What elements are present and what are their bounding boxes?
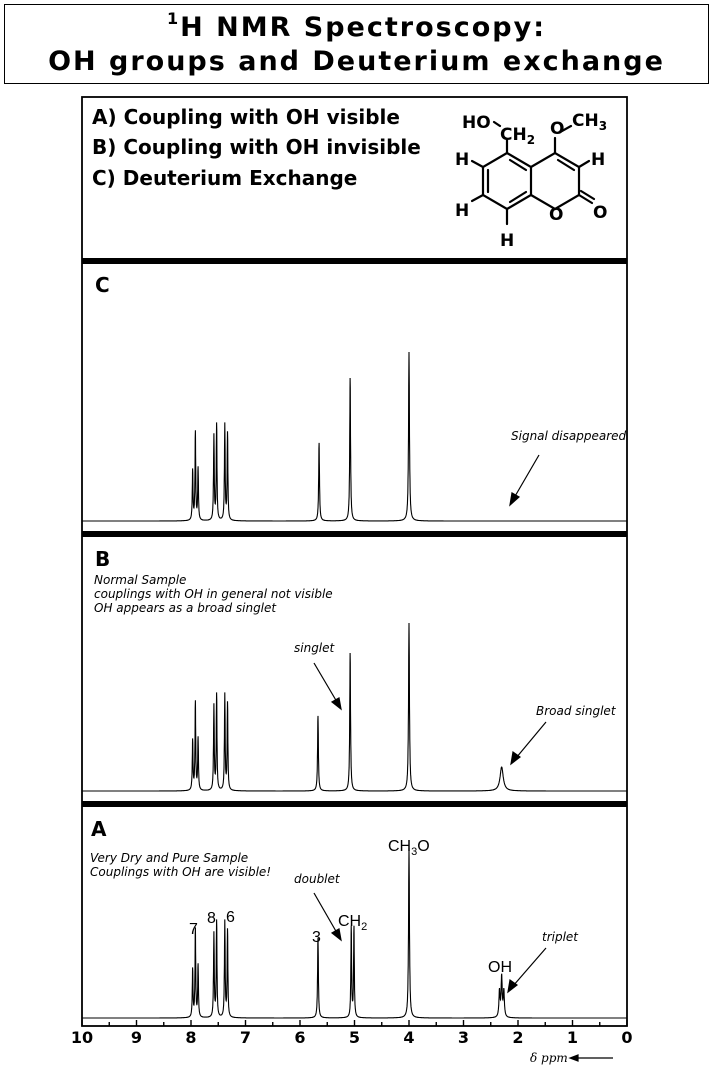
panel-c-annotation: Signal disappeared	[511, 429, 627, 443]
arrow-b-singlet	[314, 663, 341, 709]
label-h-right: H	[591, 150, 606, 170]
arrow-b-broad	[511, 722, 546, 764]
peak-label-ch2-ch: CH	[338, 913, 362, 930]
label-ch3	[572, 111, 607, 133]
peak-label-ch2-sub: 2	[361, 921, 368, 933]
peak-label-8: 8	[207, 910, 216, 927]
panel-a-letter: A	[91, 817, 107, 841]
label-o-methoxy: O	[550, 119, 565, 139]
x-tick-label-1: 1	[566, 1028, 579, 1047]
legend-b: B) Coupling with OH invisible	[92, 135, 421, 159]
x-axis-ticks	[82, 1020, 627, 1026]
title-superscript: 1	[166, 9, 181, 28]
panel-a-note2: Couplings with OH are visible!	[90, 865, 272, 879]
panel-a-doublet: doublet	[294, 872, 340, 886]
label-ch3-sub: 3	[598, 119, 608, 133]
separator-b	[82, 531, 627, 537]
peak-label-ch3o-sub: 3	[411, 846, 418, 858]
peak-label-6: 6	[226, 909, 235, 926]
x-tick-label-10: 10	[70, 1028, 94, 1047]
panel-b-broad: Broad singlet	[536, 704, 616, 718]
x-tick-label-9: 9	[130, 1028, 143, 1047]
peak-label-ch3o-o: O	[417, 838, 430, 855]
peak-label-7: 7	[189, 921, 198, 938]
label-ch2-sub: 2	[526, 133, 536, 147]
title-text-1: H NMR Spectroscopy:	[180, 12, 546, 43]
label-ch2-ch: CH	[500, 125, 527, 145]
x-tick-label-6: 6	[294, 1028, 306, 1047]
peak-label-ch3o-ch: CH	[388, 838, 412, 855]
x-tick-label-4: 4	[403, 1028, 415, 1047]
panel-b-note3: OH appears as a broad singlet	[94, 601, 277, 615]
panel-b-singlet: singlet	[294, 641, 335, 655]
legend-a: A) Coupling with OH visible	[92, 105, 400, 129]
panel-a-note1: Very Dry and Pure Sample	[90, 851, 249, 865]
arrow-a-triplet	[508, 948, 546, 992]
label-h-lower-left: H	[455, 201, 470, 221]
panel-b-notes	[94, 573, 617, 718]
x-tick-label-3: 3	[457, 1028, 470, 1047]
x-axis-labels	[71, 1028, 633, 1047]
separator-c	[82, 258, 627, 264]
x-tick-label-0: 0	[621, 1028, 633, 1047]
panel-b-note2: couplings with OH in general not visible	[94, 587, 333, 601]
label-ch2	[500, 125, 535, 147]
panel-a-triplet: triplet	[542, 930, 579, 944]
legend	[92, 105, 421, 190]
separator-a	[82, 801, 627, 807]
x-axis-arrow	[570, 1055, 613, 1061]
x-axis-label: δ ppm	[530, 1051, 568, 1065]
x-tick-label-5: 5	[348, 1028, 361, 1047]
label-ho: HO	[462, 113, 491, 133]
legend-c: C) Deuterium Exchange	[92, 166, 358, 190]
title-line-2: OH groups and Deuterium exchange	[48, 46, 665, 77]
label-h-bottom: H	[500, 231, 515, 251]
panel-c-letter: C	[95, 273, 110, 297]
figure-frame	[82, 97, 627, 1026]
x-tick-label-2: 2	[512, 1028, 524, 1047]
arrow-c	[510, 455, 539, 505]
label-ch3-ch: CH	[572, 111, 599, 131]
label-h-upper-left: H	[455, 150, 470, 170]
panel-b-note1: Normal Sample	[94, 573, 187, 587]
peak-label-ch2	[338, 913, 367, 933]
peak-label-3: 3	[312, 929, 321, 946]
label-o-carbonyl: O	[593, 203, 608, 223]
panel-b-letter: B	[95, 547, 111, 571]
label-o-ring: O	[549, 205, 564, 225]
peak-label-oh: OH	[488, 959, 512, 976]
x-tick-label-8: 8	[185, 1028, 197, 1047]
x-tick-label-7: 7	[239, 1028, 252, 1047]
